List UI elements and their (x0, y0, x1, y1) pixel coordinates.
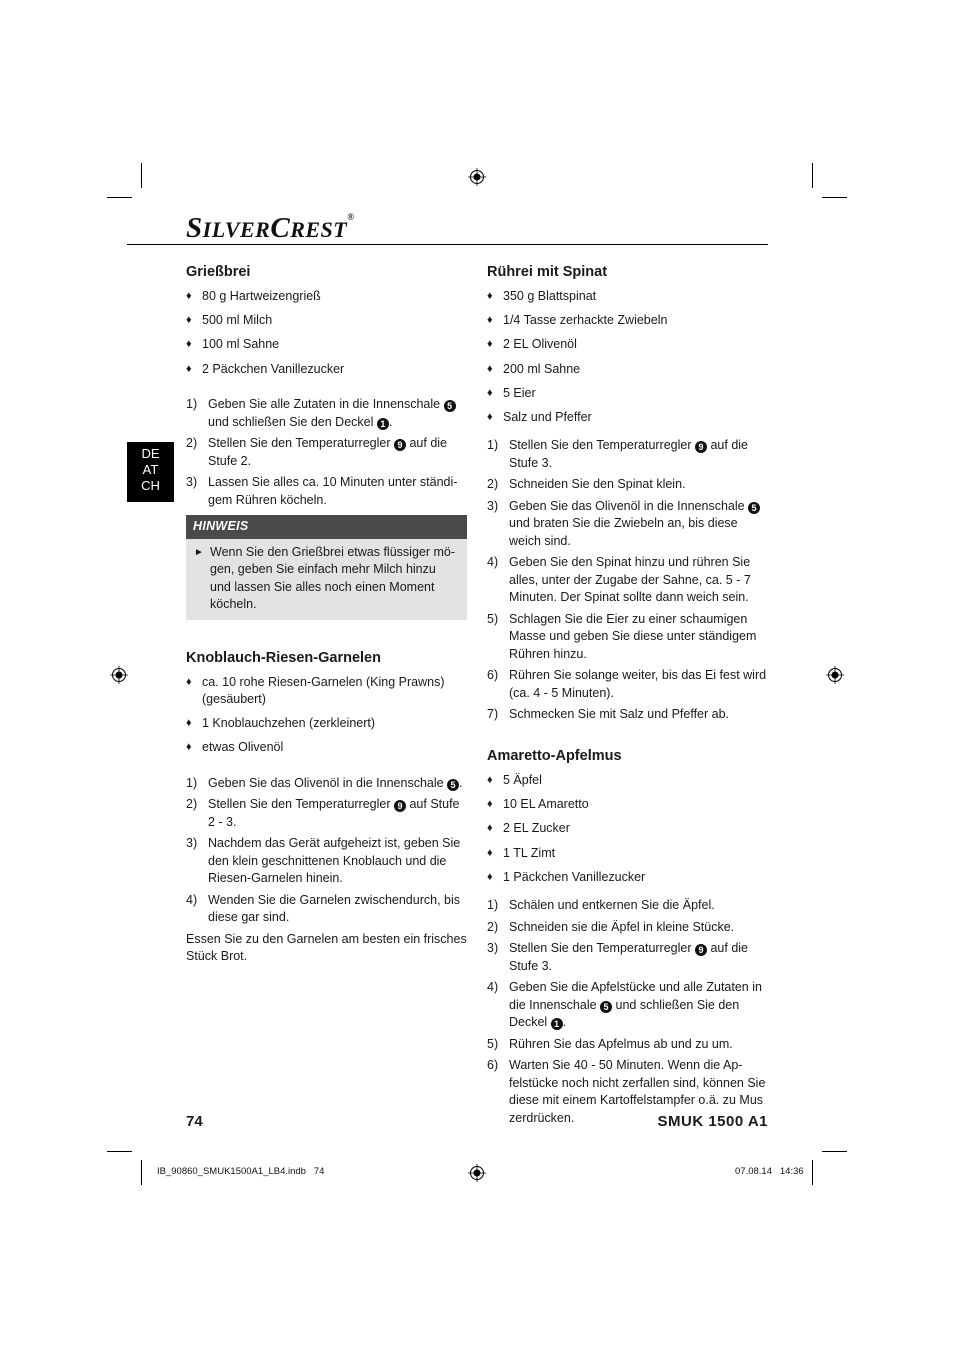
list-item: ♦ 100 ml Sahne (186, 336, 468, 354)
crop-mark (812, 1160, 813, 1185)
step-item: 4) Geben Sie die Apfelstücke und alle Zutaten in die Innenschale 5 und schließen Sie den Deckel 1 . (487, 980, 762, 1030)
brand-logo: SILVERCREST® (186, 212, 355, 244)
part-number-icon: 5 (444, 400, 456, 412)
diamond-bullet-icon: ♦ (186, 290, 192, 302)
list-item: ♦ 2 EL Zucker (487, 820, 769, 838)
part-number-icon: 5 (600, 1001, 612, 1013)
arrow-right-icon: ► (194, 546, 204, 558)
step-item: 3) Nachdem das Gerät aufgeheizt ist, geben Sie den klein geschnittenen Knoblauch und die Riesen-Garnelen hinein. (186, 836, 461, 886)
step-item: 1) Schälen und entkernen Sie die Äpfel. (487, 898, 715, 913)
diamond-bullet-icon: ♦ (487, 846, 493, 859)
step-item: 6) Warten Sie 40 - 50 Minuten. Wenn die Ap-felstücke noch nicht zerfallen sind, können Sie diese mit einem Kartoffelstampfer o.ä. zu Mus zerdrücken. (487, 1058, 766, 1125)
language-code: DE (141, 446, 160, 461)
recipe-title: Amaretto-Apfelmus (487, 747, 622, 764)
recipe-garnelen (186, 648, 468, 966)
part-number-icon: 9 (695, 944, 707, 956)
step-item: 3) Stellen Sie den Temperaturregler 9 auf die Stufe 3. (487, 941, 749, 973)
list-item: ♦ ca. 10 rohe Riesen-Garnelen (King Prawns) (gesäubert) (186, 674, 445, 707)
part-number-icon: 9 (695, 441, 707, 453)
note-body: ► Wenn Sie den Grießbrei etwas flüssiger mö-gen, geben Sie einfach mehr Milch hinzu und lassen Sie alles noch einen Moment köcheln. (194, 544, 456, 612)
part-number-icon: 1 (377, 418, 389, 430)
step-list (487, 437, 769, 724)
ingredient-list (186, 288, 468, 378)
diamond-bullet-icon: ♦ (487, 314, 493, 327)
recipe-title: Grießbrei (186, 264, 251, 280)
list-item: ♦ 1 TL Zimt (487, 845, 769, 863)
right-column (487, 262, 769, 1131)
crop-mark (141, 163, 142, 188)
recipe-griessbrei (186, 262, 468, 620)
list-item: ♦ etwas Olivenöl (186, 739, 468, 757)
diamond-bullet-icon: ♦ (186, 717, 192, 730)
registration-mark-icon (110, 666, 128, 684)
crop-mark (822, 197, 847, 198)
registration-mark-icon (468, 1164, 486, 1182)
diamond-bullet-icon: ♦ (487, 870, 493, 883)
print-slug-file: IB_90860_SMUK1500A1_LB4.indb 74 (157, 1166, 325, 1177)
step-item: 2) Stellen Sie den Temperaturregler 9 auf Stufe 2 - 3. (186, 797, 460, 829)
step-item: 3) Geben Sie das Olivenöl in die Innenschale 5 und braten Sie die Zwiebeln an, bis diese weich sind. (487, 498, 769, 551)
registration-mark-icon (468, 168, 486, 186)
step-list (487, 897, 769, 1127)
diamond-bullet-icon: ♦ (487, 362, 493, 375)
left-column (186, 262, 468, 966)
crop-mark (141, 1160, 142, 1185)
list-item: ♦ Salz und Pfeffer (487, 409, 769, 427)
list-item: ♦ 1/4 Tasse zerhackte Zwiebeln (487, 312, 769, 330)
diamond-bullet-icon: ♦ (487, 773, 493, 786)
diamond-bullet-icon: ♦ (487, 822, 493, 835)
part-number-icon: 9 (394, 800, 406, 812)
diamond-bullet-icon: ♦ (186, 314, 192, 327)
recipe-apfelmus (487, 746, 769, 1127)
print-slug-date: 07.08.14 14:36 (735, 1166, 804, 1177)
recipe-title: Rührei mit Spinat (487, 264, 608, 280)
step-item: 4) Geben Sie den Spinat hinzu und rühren Sie alles, unter der Zugabe der Sahne, ca. 5 - 7 Minuten. Der Spinat sollte dann weich sein. (487, 555, 751, 605)
step-item: 3) Lassen Sie alles ca. 10 Minuten unter ständi-gem Rühren köcheln. (186, 475, 458, 507)
crop-mark (107, 197, 132, 198)
step-item: 2) Schneiden Sie den Spinat klein. (487, 477, 686, 492)
diamond-bullet-icon: ♦ (186, 741, 192, 754)
list-item: ♦ 2 Päckchen Vanillezucker (186, 361, 468, 379)
diamond-bullet-icon: ♦ (186, 675, 192, 688)
closing-text: Essen Sie zu den Garnelen am besten ein frisches Stück Brot. (186, 931, 467, 964)
list-item: ♦ 1 Päckchen Vanillezucker (487, 869, 769, 887)
page-number: 74 (186, 1113, 203, 1130)
ingredient-list (487, 772, 769, 886)
language-tab (127, 442, 174, 502)
crop-mark (822, 1151, 847, 1152)
part-number-icon: 5 (748, 502, 760, 514)
step-item: 4) Wenden Sie die Garnelen zwischendurch, bis diese gar sind. (186, 892, 460, 925)
note-title: HINWEIS (186, 515, 467, 539)
diamond-bullet-icon: ♦ (487, 410, 493, 423)
step-item: 2) Schneiden sie die Äpfel in kleine Stücke. (487, 919, 735, 934)
note-box (186, 515, 467, 620)
diamond-bullet-icon: ♦ (186, 338, 192, 351)
list-item: ♦ 500 ml Milch (186, 312, 468, 330)
registration-mark-icon (826, 666, 844, 684)
step-item: 1) Stellen Sie den Temperaturregler 9 auf die Stufe 3. (487, 438, 749, 470)
diamond-bullet-icon: ♦ (487, 338, 493, 351)
list-item: ♦ 5 Äpfel (487, 772, 769, 790)
list-item: ♦ 350 g Blattspinat (487, 288, 769, 306)
list-item: ♦ 10 EL Amaretto (487, 796, 769, 814)
language-code: AT (142, 462, 159, 477)
diamond-bullet-icon: ♦ (186, 362, 192, 375)
ingredient-list (186, 674, 468, 757)
part-number-icon: 9 (394, 439, 406, 451)
list-item: ♦ 2 EL Olivenöl (487, 336, 769, 354)
step-item: 1) Geben Sie alle Zutaten in die Innenschale 5 und schließen Sie den Deckel 1 . (186, 396, 468, 431)
recipe-title: Knoblauch-Riesen-Garnelen (186, 649, 381, 666)
step-item: 5) Rühren Sie das Apfelmus ab und zu um. (487, 1036, 733, 1051)
language-code: CH (141, 478, 160, 493)
list-item: ♦ 5 Eier (487, 385, 769, 403)
part-number-icon: 5 (447, 779, 459, 791)
step-list (186, 396, 468, 509)
crop-mark (812, 163, 813, 188)
step-item: 1) Geben Sie das Olivenöl in die Innenschale 5 . (186, 775, 463, 790)
step-item: 7) Schmecken Sie mit Salz und Pfeffer ab. (487, 707, 730, 722)
list-item: ♦ 1 Knoblauchzehen (zerkleinert) (186, 715, 468, 733)
model-name: SMUK 1500 A1 (657, 1113, 768, 1130)
step-item: 6) Rühren Sie solange weiter, bis das Ei fest wird (ca. 4 - 5 Minuten). (487, 668, 767, 700)
list-item: ♦ 80 g Hartweizengrieß (186, 288, 468, 306)
header-rule (127, 244, 768, 245)
step-list (186, 775, 468, 927)
diamond-bullet-icon: ♦ (487, 290, 493, 302)
recipe-ruehrei (487, 262, 769, 724)
crop-mark (107, 1151, 132, 1152)
step-item: 5) Schlagen Sie die Eier zu einer schaumigen Masse und geben Sie diese unter ständigem Rühren hinzu. (487, 611, 757, 661)
step-item: 2) Stellen Sie den Temperaturregler 9 auf die Stufe 2. (186, 436, 448, 468)
diamond-bullet-icon: ♦ (487, 798, 493, 811)
ingredient-list (487, 288, 769, 426)
part-number-icon: 1 (551, 1018, 563, 1030)
list-item: ♦ 200 ml Sahne (487, 361, 769, 379)
diamond-bullet-icon: ♦ (487, 386, 493, 399)
